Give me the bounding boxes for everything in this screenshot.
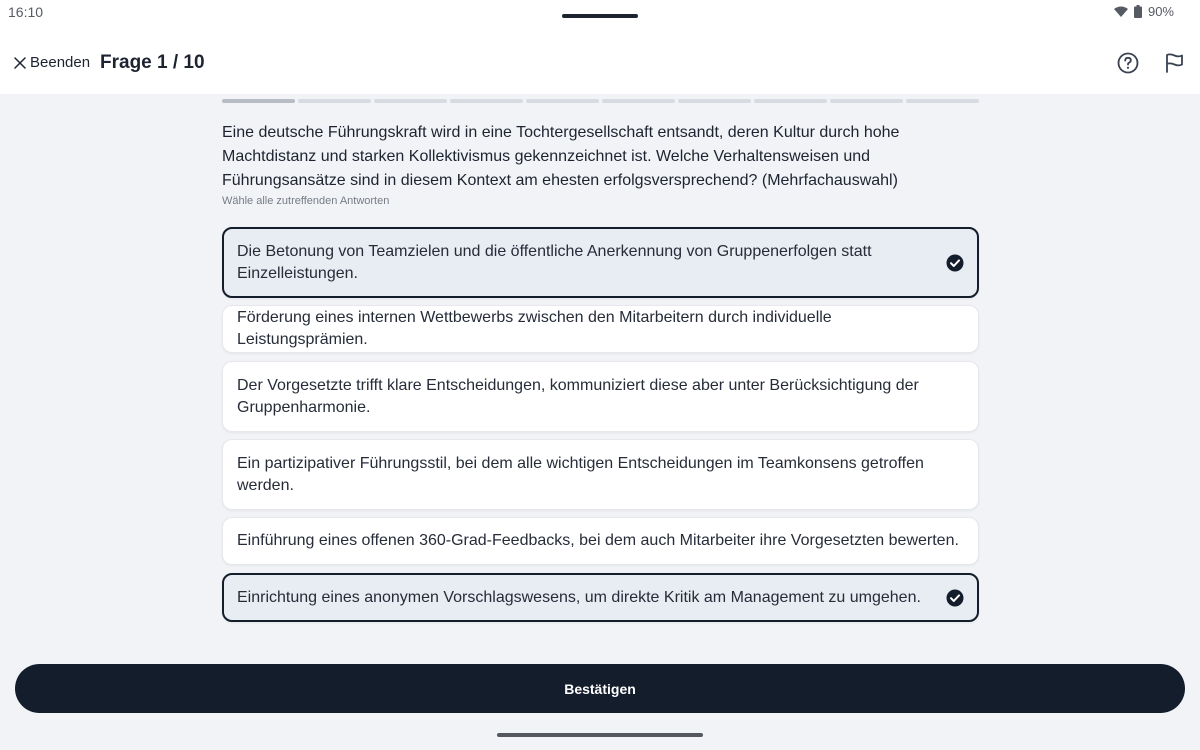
answer-option[interactable] [222,361,979,432]
progress-segment [450,99,523,103]
answer-option[interactable] [222,439,979,510]
answer-option-text: Die Betonung von Teamzielen und die öffentliche Anerkennung von Gruppenerfolgen statt Einzelleistungen. [237,242,872,282]
answer-option-text: Einführung eines offenen 360-Grad-Feedbacks, bei dem auch Mitarbeiter ihre Vorgesetzten bewerten. [237,532,959,549]
help-circle-icon[interactable] [1117,52,1139,74]
page-title: Frage 1 / 10 [100,52,205,73]
progress-segment [906,99,979,103]
progress-segment [526,99,599,103]
answer-option[interactable] [222,227,979,298]
confirm-button[interactable]: Bestätigen [15,664,1185,713]
question-hint: Wähle alle zutreffenden Antworten [222,195,390,207]
app-header [0,0,1200,94]
progress-segment [678,99,751,103]
battery-level: 90% [1147,4,1174,19]
progress-segment [602,99,675,103]
exit-label: Beenden [30,54,91,71]
answer-option-text: Einrichtung eines anonymen Vorschlagswesens, um direkte Kritik am Management zu umgehen. [237,588,921,606]
answer-option[interactable] [222,305,979,353]
close-icon [14,57,26,69]
battery-icon [1134,5,1142,18]
check-circle-icon [946,254,964,272]
question-text: Eine deutsche Führungskraft wird in eine Tochtergesellschaft entsandt, deren Kultur durch hohe Machtdistanz und starken Kollektivismus gekennzeichnet ist. Welche Verhaltensweisen und Führungsansätze sind in diesem Kontext am ehesten erfolgsversprechend? (Mehrfachauswahl) [222,124,900,189]
status-indicators [1114,4,1174,19]
wifi-icon [1114,6,1128,18]
answer-option-text: Ein partizipativer Führungsstil, bei dem alle wichtigen Entscheidungen im Teamkonsens getroffen werden. [237,454,924,494]
progress-bar [222,99,979,103]
progress-segment [298,99,371,103]
status-time: 16:10 [8,4,44,20]
progress-segment [222,99,295,103]
top-handle [562,14,638,18]
answer-option[interactable] [222,517,979,565]
home-indicator [497,733,703,737]
answer-option[interactable] [222,573,979,622]
check-circle-icon [946,589,964,607]
progress-segment [754,99,827,103]
flag-icon[interactable] [1165,53,1184,73]
progress-segment [830,99,903,103]
exit-button[interactable] [14,54,90,71]
answer-option-text: Der Vorgesetzte trifft klare Entscheidungen, kommuniziert diese aber unter Berücksichtigung der Gruppenharmonie. [237,376,919,416]
answer-option-text: Förderung eines internen Wettbewerbs zwischen den Mitarbeitern durch individuelle Leistungsprämien. [237,309,832,348]
progress-segment [374,99,447,103]
